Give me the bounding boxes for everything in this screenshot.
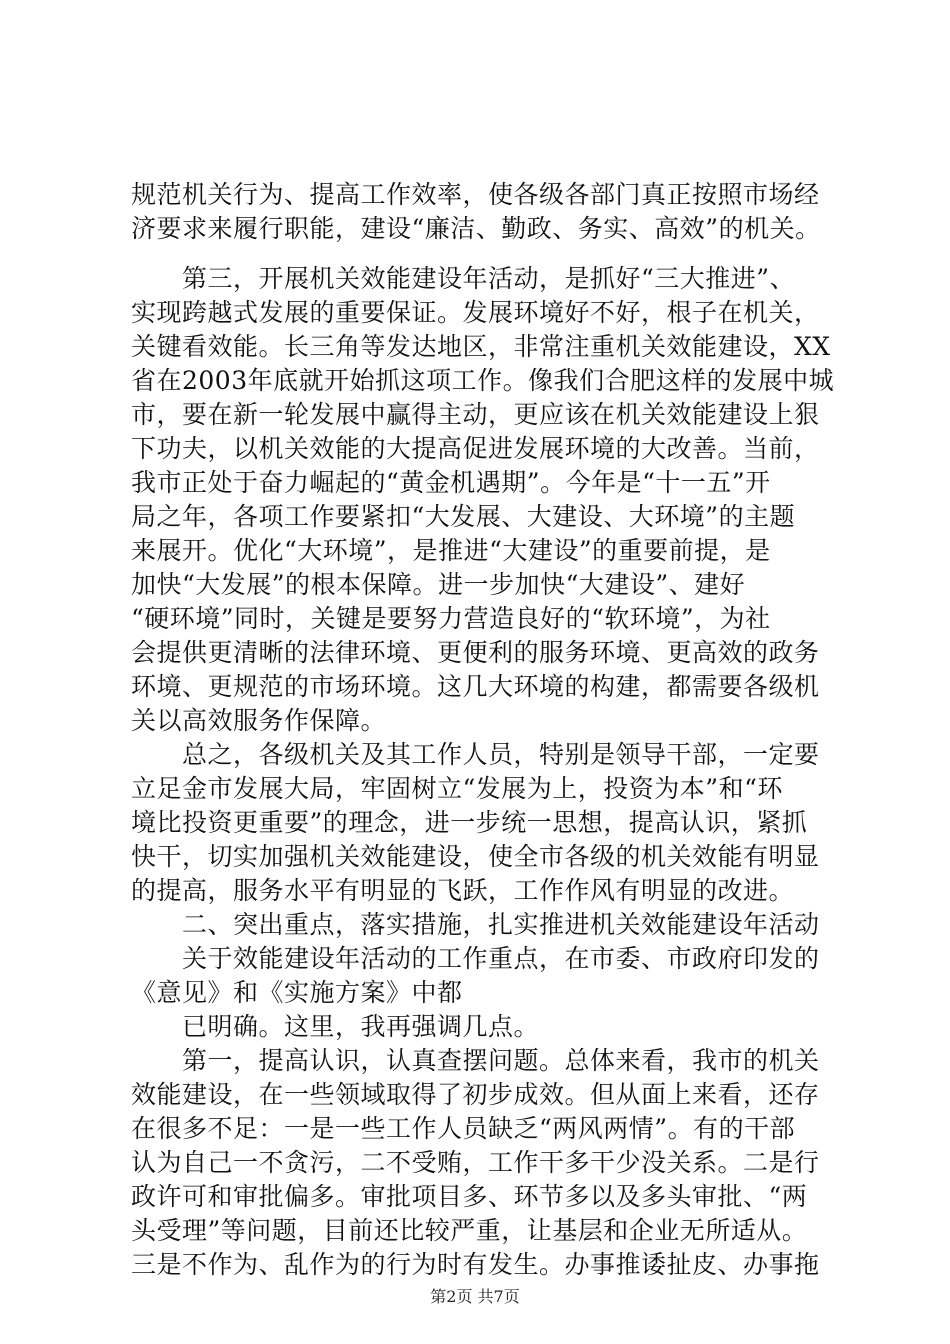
text-line: 效能建设，在一些领域取得了初步成效。但从面上来看，还存 <box>131 1080 820 1109</box>
text-line: 规范机关行为、提高工作效率，使各级各部门真正按照市场经 <box>131 180 820 209</box>
text-line: 关以高效服务作保障。 <box>131 706 387 735</box>
text-line: 第一，提高认识，认真查摆问题。总体来看，我市的机关 <box>131 1046 820 1075</box>
text-line: 在很多不足：一是一些工作人员缺乏“两风两情”。有的干部 <box>131 1114 796 1143</box>
text-line: “硬环境”同时，关键是要努力营造良好的“软环境”，为社 <box>131 604 771 633</box>
text-line: 境比投资更重要”的理念，进一步统一思想，提高认识，紧抓 <box>131 808 808 837</box>
text-line: 总之，各级机关及其工作人员，特别是领导干部，一定要 <box>131 740 820 769</box>
text-line: 第三，开展机关效能建设年活动，是抓好“三大推进”、 <box>131 264 796 293</box>
text-line: 加快“大发展”的根本保障。进一步加快“大建设”、建好 <box>131 570 746 599</box>
text-line: 立足金市发展大局，牢固树立“发展为上，投资为本”和“环 <box>131 774 783 803</box>
text-line: 已明确。这里，我再强调几点。 <box>131 1012 540 1041</box>
text-line: 下功夫，以机关效能的大提高促进发展环境的大改善。当前， <box>131 434 820 463</box>
text-line: 三是不作为、乱作为的行为时有发生。办事推诿扯皮、办事拖 <box>131 1250 820 1279</box>
text-line: 省在2003年底就开始抓这项工作。像我们合肥这样的发展中城 <box>131 366 835 395</box>
text-line: 关键看效能。长三角等发达地区，非常注重机关效能建设，XX <box>131 332 831 361</box>
section-heading: 二、突出重点，落实措施，扎实推进机关效能建设年活动 <box>131 910 820 939</box>
text-line: 我市正处于奋力崛起的“黄金机遇期”。今年是“十一五”开 <box>131 468 771 497</box>
text-line: 会提供更清晰的法律环境、更便利的服务环境、更高效的政务 <box>131 638 820 667</box>
text-line: 的提高，服务水平有明显的飞跃，工作作风有明显的改进。 <box>131 876 795 905</box>
text-line: 市，要在新一轮发展中赢得主动，更应该在机关效能建设上狠 <box>131 400 820 429</box>
text-line: 济要求来履行职能，建设“廉洁、勤政、务实、高效”的机关。 <box>131 214 821 243</box>
text-line: 快干，切实加强机关效能建设，使全市各级的机关效能有明显 <box>131 842 820 871</box>
text-line: 认为自己一不贪污，二不受贿，工作干多干少没关系。二是行 <box>131 1148 820 1177</box>
text-line: 实现跨越式发展的重要保证。发展环境好不好，根子在机关， <box>131 298 820 327</box>
text-line: 局之年，各项工作要紧扣“大发展、大建设、大环境”的主题 <box>131 502 796 531</box>
text-line: 政许可和审批偏多。审批项目多、环节多以及多头审批、“两 <box>131 1182 808 1211</box>
text-line: 头受理”等问题，目前还比较严重，让基层和企业无所适从。 <box>131 1216 808 1245</box>
text-line: 环境、更规范的市场环境。这几大环境的构建，都需要各级机 <box>131 672 820 701</box>
text-line: 《意见》和《实施方案》中都 <box>131 978 463 1007</box>
text-line: 来展开。优化“大环境”，是推进“大建设”的重要前提，是 <box>131 536 771 565</box>
page-number-footer: 第2页 共7页 <box>430 1287 520 1306</box>
text-line: 关于效能建设年活动的工作重点，在市委、市政府印发的 <box>131 944 820 973</box>
